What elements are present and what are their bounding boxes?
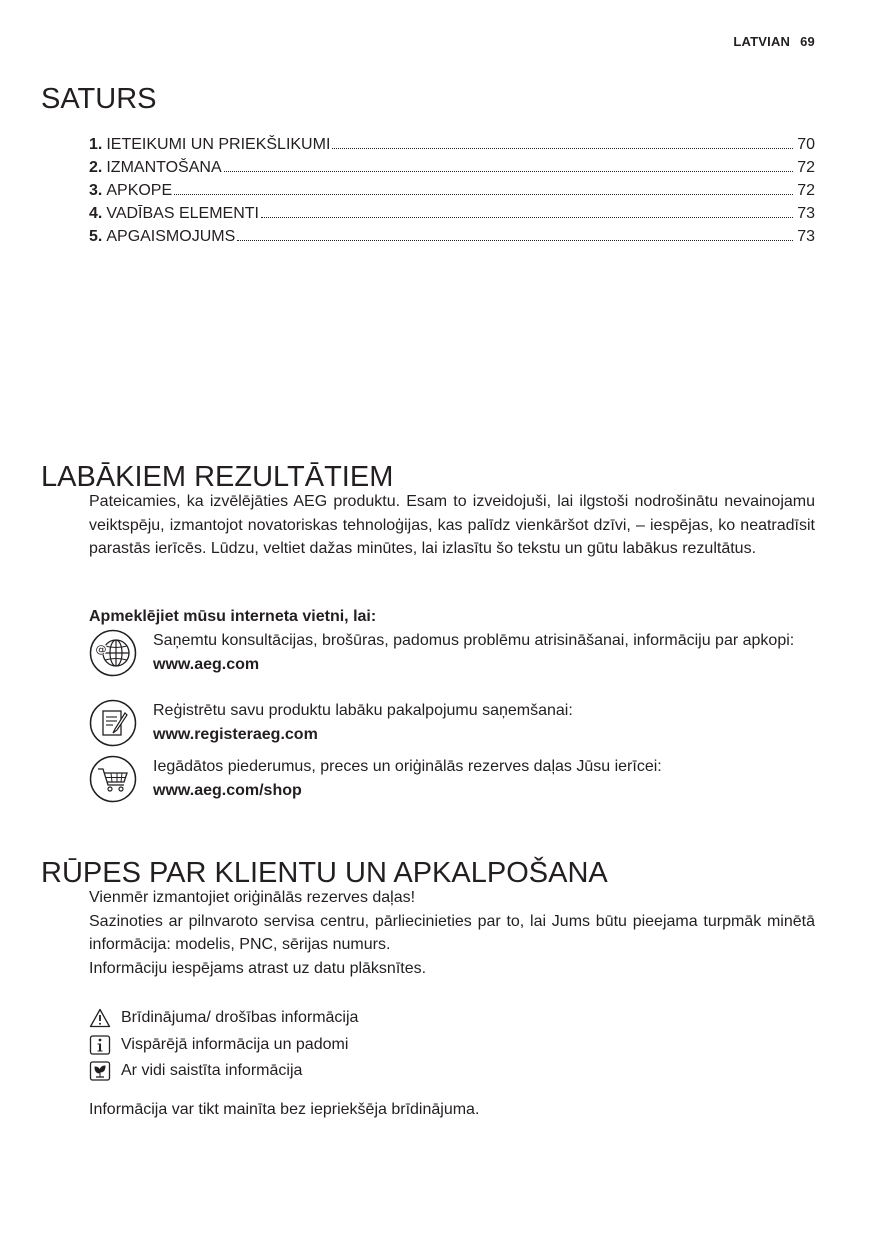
customer-care-text xyxy=(89,886,815,980)
register-form-icon xyxy=(89,699,137,747)
symbol-row-warning xyxy=(89,1008,358,1028)
care-line-rating-plate: Informāciju iespējams atrast uz datu plāksnītes. xyxy=(89,959,427,977)
symbol-row-environment xyxy=(89,1061,302,1081)
results-heading: LABĀKIEM REZULTĀTIEM xyxy=(41,461,394,493)
symbol-label: Ar vidi saistīta informācija xyxy=(121,1062,303,1079)
toc-item-number: 3. xyxy=(89,182,103,199)
toc-item-label: APGAISMOJUMS xyxy=(106,228,236,245)
toc-item-label: IETEIKUMI UN PRIEKŠLIKUMI xyxy=(106,136,331,153)
toc-item-page: 72 xyxy=(797,182,815,199)
symbol-row-info xyxy=(89,1035,348,1055)
symbol-label: Brīdinājuma/ drošības informācija xyxy=(121,1009,359,1026)
toc-item[interactable] xyxy=(89,205,815,228)
care-line-service-centre: Sazinoties ar pilnvaroto servisa centru, pārliecinieties par to, lai Jums būtu pieejama turpmāk minētā informācija: modelis, PNC, sērijas numurs. xyxy=(89,912,815,953)
warning-triangle-icon xyxy=(89,1008,111,1028)
toc-item[interactable] xyxy=(89,136,815,159)
website-link[interactable]: www.aeg.com/shop xyxy=(153,781,302,799)
shopping-cart-icon xyxy=(89,755,137,803)
toc-item-label: IZMANTOŠANA xyxy=(106,159,222,176)
toc-item-number: 2. xyxy=(89,159,103,176)
toc-leader-dots xyxy=(332,148,793,149)
toc-item-page: 72 xyxy=(797,159,815,176)
globe-at-icon xyxy=(89,629,137,677)
website-link[interactable]: www.registeraeg.com xyxy=(153,725,318,743)
header-page-number: 69 xyxy=(800,34,815,49)
visit-website-title: Apmeklējiet mūsu interneta vietni, lai: xyxy=(89,608,377,625)
table-of-contents xyxy=(89,136,815,251)
website-item-text: Saņemtu konsultācijas, brošūras, padomus problēmu atrisināšanai, informāciju par apkopi: xyxy=(153,632,795,649)
toc-item-page: 73 xyxy=(797,228,815,245)
care-line-spare-parts: Vienmēr izmantojiet oriģinālās rezerves daļas! xyxy=(89,889,416,906)
toc-item[interactable] xyxy=(89,228,815,251)
intro-paragraph: Pateicamies, ka izvēlējāties AEG produktu. Esam to izveidojuši, lai ilgstoši nodrošinātu nevainojamu veiktspēju, izmantojot novatoriskas tehnoloģijas, kas palīdz vienkāršot dzīvi, – iespējas, ko neatradīsit parastās ierīcēs. Lūdzu, veltiet dažas minūtes, lai izlasītu šo tekstu un gūtu labākus rezultātus. xyxy=(89,493,815,557)
toc-item[interactable] xyxy=(89,182,815,205)
page-header xyxy=(733,34,815,49)
symbol-label: Vispārējā informācija un padomi xyxy=(121,1036,349,1053)
toc-item-page: 70 xyxy=(797,136,815,153)
website-item-advice xyxy=(89,629,815,699)
contents-heading: SATURS xyxy=(41,83,157,115)
toc-item-number: 1. xyxy=(89,136,103,153)
website-item-shop xyxy=(89,755,815,805)
customer-care-heading: RŪPES PAR KLIENTU UN APKALPOŠANA xyxy=(41,857,608,889)
toc-leader-dots xyxy=(174,194,793,195)
info-icon xyxy=(89,1035,111,1055)
toc-item-number: 5. xyxy=(89,228,103,245)
toc-leader-dots xyxy=(261,217,793,218)
toc-item-label: VADĪBAS ELEMENTI xyxy=(106,205,259,222)
toc-leader-dots xyxy=(237,240,793,241)
svg-text:@: @ xyxy=(95,643,107,656)
environment-leaf-icon xyxy=(89,1061,111,1081)
toc-item[interactable] xyxy=(89,159,815,182)
website-item-register xyxy=(89,699,815,749)
toc-leader-dots xyxy=(224,171,793,172)
toc-item-page: 73 xyxy=(797,205,815,222)
change-notice: Informācija var tikt mainīta bez iepriekšēja brīdinājuma. xyxy=(89,1101,480,1118)
website-item-text: Iegādātos piederumus, preces un oriģinālās rezerves daļas Jūsu ierīcei: xyxy=(153,758,662,775)
header-language: LATVIAN xyxy=(733,34,791,49)
website-link[interactable]: www.aeg.com xyxy=(153,655,260,673)
website-item-text: Reģistrētu savu produktu labāku pakalpojumu saņemšanai: xyxy=(153,702,573,719)
toc-item-number: 4. xyxy=(89,205,103,222)
toc-item-label: APKOPE xyxy=(106,182,173,199)
